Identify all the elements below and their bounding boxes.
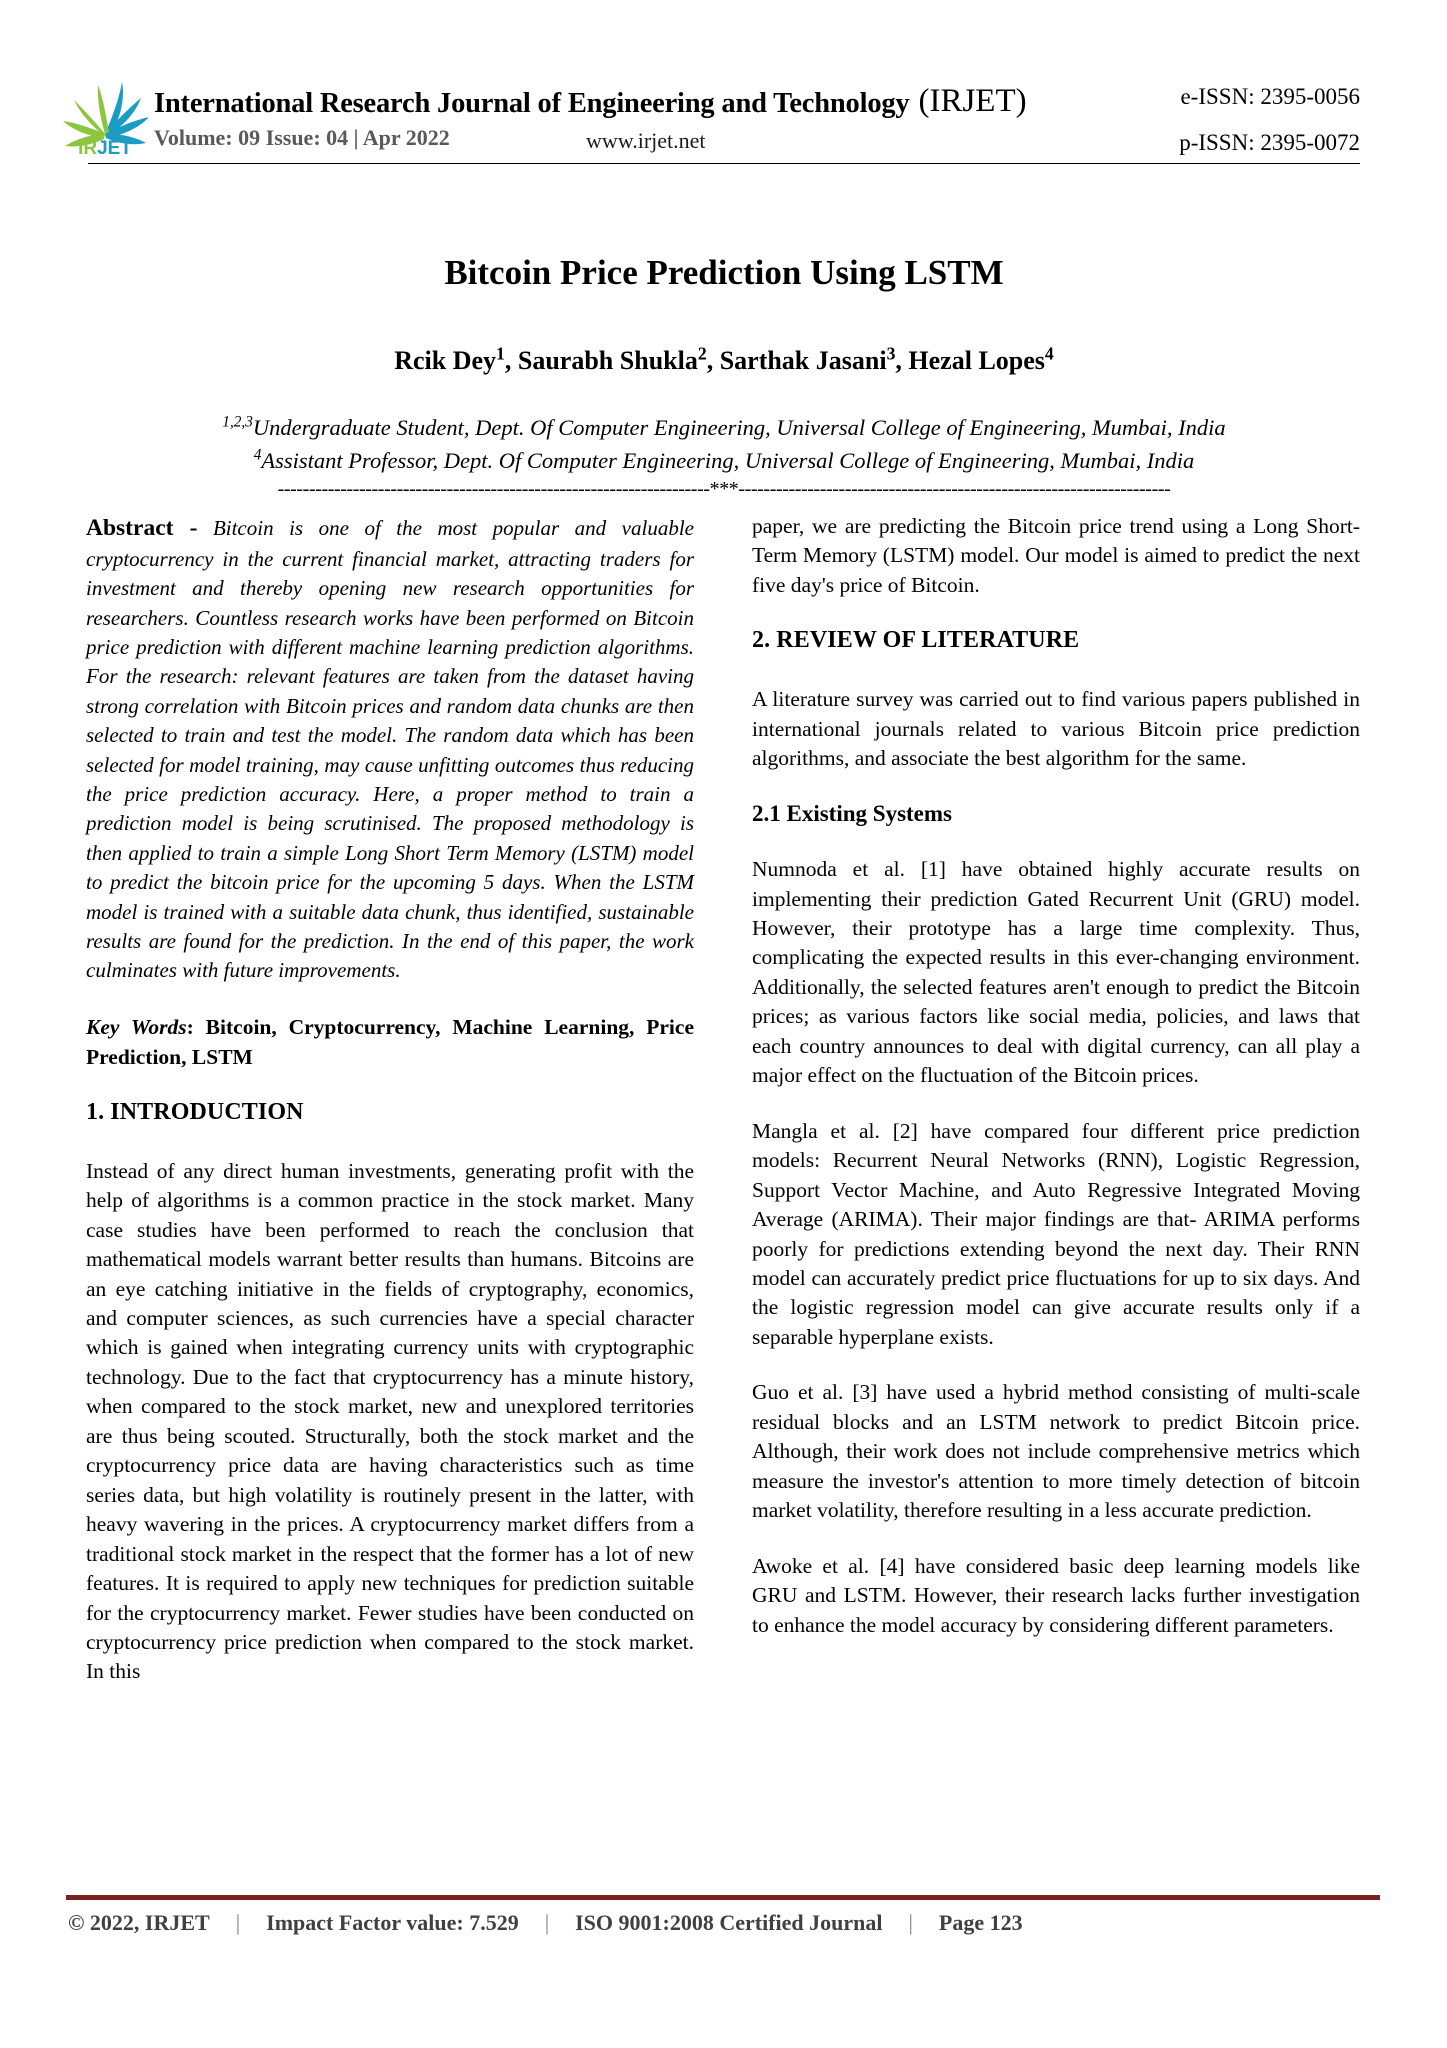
footer-certification: ISO 9001:2008 Certified Journal	[575, 1910, 883, 1935]
p-issn-label: p-ISSN: 2395-0072	[1179, 130, 1360, 155]
footer-impact-factor: Impact Factor value: 7.529	[266, 1910, 519, 1935]
review-of-literature-paragraph: A literature survey was carried out to find various papers published in international journals related to various Bitcoin price prediction algorithms, and associate the best algorithm for the same.	[752, 687, 1360, 771]
keywords-text: : Bitcoin, Cryptocurrency, Machine Learning, Price Prediction, LSTM	[86, 1014, 694, 1069]
section-heading-review-of-literature: 2. REVIEW OF LITERATURE	[752, 627, 1080, 654]
paper-title: Bitcoin Price Prediction Using LSTM	[444, 253, 1004, 292]
introduction-paragraph-continued: paper, we are predicting the Bitcoin price trend using a Long Short-Term Memory (LSTM) model. Our model is aimed to predict the next five day's price of Bitcoin.	[752, 514, 1360, 597]
author-entry: Saurabh Shukla$^2$	[517, 343, 707, 375]
affiliation-block	[88, 412, 1360, 477]
right-column	[752, 512, 1360, 1640]
affiliation-line: $^4$Assistant Professor, Dept. Of Computer Engineering, Universal College of Engineering, Mumbai, India	[253, 446, 1195, 473]
reference-paragraph-2: Mangla et al. [2] have compared four different price prediction models: Recurrent Neural Networks (RNN), Logistic Regression, Support Vector Machine, and Auto Regressive Integrated Moving Average (ARIMA). Their major findings are that- ARIMA performs poorly for predictions extending beyond the next day. Their RNN model can accurately predict price fluctuations for up to six days. And the logistic regression model can give accurate results only if a separable hyperplane exists.	[752, 1118, 1360, 1349]
reference-paragraph-4: Awoke et al. [4] have considered basic deep learning models like GRU and LSTM. However, their research lacks further investigation to enhance the model accuracy by considering different parameters.	[752, 1553, 1360, 1637]
journal-title: International Research Journal of Engineering and Technology	[154, 87, 910, 119]
journal-masthead	[78, 62, 1360, 160]
header-divider-rule	[88, 163, 1360, 164]
e-issn-label: e-ISSN: 2395-0056	[1180, 84, 1360, 109]
volume-issue-date: Volume: 09 Issue: 04 | Apr 2022	[154, 125, 450, 150]
page-footer	[66, 1910, 1380, 1936]
journal-website-link[interactable]: www.irjet.net	[586, 128, 706, 153]
introduction-paragraph: Instead of any direct human investments, generating profit with the help of algorithms is a common practice in the stock market. Many case studies have been performed to reach the conclusion that mathematical models warrant better results than humans. Bitcoins are an eye catching initiative in the fields of cryptography, economics, and computer sciences, as such currencies have a special character which is gained when integrating currency units with cryptographic technology. Due to the fact that cryptocurrency has a minute history, when compared to the stock market, new and unexplored territories are thus being scouted. Structurally, both the stock market and the cryptocurrency price data are having characteristics such as time series data, but high volatility is routinely present in the latter, with heavy wavering in the prices. A cryptocurrency market differs from a traditional stock market in the respect that the former has a lot of new features. It is required to apply new techniques for prediction suitable for the cryptocurrency market. Fewer studies have been conducted on cryptocurrency price prediction when compared to the stock market. In this	[86, 1158, 694, 1684]
reference-paragraph-3: Guo et al. [3] have used a hybrid method consisting of multi-scale residual blocks and an LSTM network to predict Bitcoin price. Although, their work does not include comprehensive metrics which measure the investor's attention to more timely detection of bitcoin market volatility, therefore resulting in a less accurate prediction.	[752, 1380, 1360, 1523]
author-entry: Rcik Dey$^1$	[394, 343, 505, 375]
left-column	[86, 512, 694, 1687]
section-heading-introduction: 1. INTRODUCTION	[86, 1098, 304, 1125]
journal-abbreviation: (IRJET)	[918, 83, 1027, 119]
irjet-logo-icon	[62, 62, 148, 157]
author-entry: Sarthak Jasani$^3$	[719, 343, 896, 375]
reference-paragraph-1: Numnoda et al. [1] have obtained highly accurate results on implementing their prediction Gated Recurrent Unit (GRU) model. However, their prototype has a large time complexity. Thus, complicating the expected results in this ever-changing environment. Additionally, the selected features aren't enough to predict the Bitcoin prices; as various factors like social media, policies, and laws that each country announces to deal with digital currency, can all play a major effect on the fluctuation of the Bitcoin prices.	[752, 857, 1360, 1088]
footer-page-number: Page 123	[938, 1910, 1023, 1935]
affiliation-line: $^{1,2,3}$Undergraduate Student, Dept. Of Computer Engineering, Universal College of Engineering, Mumbai, India	[222, 413, 1226, 440]
author-list: Rcik Dey$^1$, Saurabh Shukla$^2$, Sarthak Jasani$^3$, Hezal Lopes$^4$	[394, 343, 1054, 375]
abstract-text: Bitcoin is one of the most popular and valuable cryptocurrency in the current financial market, attracting traders for investment and thereby opening new research opportunities for researchers. Countless research works have been performed on Bitcoin price prediction with different machine learning prediction algorithms. For the research: relevant features are taken from the dataset having strong correlation with Bitcoin prices and random data chunks are then selected to train and test the model. The random data which has been selected for model training, may cause unfitting outcomes thus reducing the price prediction accuracy. Here, a proper method to train a prediction model is being scrutinised. The proposed methodology is then applied to train a simple Long Short Term Memory (LSTM) model to predict the bitcoin price for the upcoming 5 days. When the LSTM model is trained with a suitable data chunk, thus identified, sustainable results are found for the prediction. In the end of this paper, the work culminates with future improvements.	[86, 516, 694, 983]
footer-separator: |	[544, 1910, 550, 1935]
section-divider-dashes: ---------------------------------------------------------------------***---------------------------------------------------------------------	[277, 478, 1171, 500]
keywords-label: Key Words	[86, 1014, 187, 1039]
footer-separator: |	[235, 1910, 241, 1935]
footer-divider-rule	[66, 1895, 1380, 1900]
abstract-paragraph	[86, 512, 694, 986]
footer-separator: |	[908, 1910, 913, 1935]
footer-copyright: © 2022, IRJET	[68, 1910, 210, 1935]
subsection-heading-existing-systems: 2.1 Existing Systems	[752, 800, 952, 826]
keywords-paragraph	[86, 1012, 694, 1072]
svg-text:IRJET: IRJET	[78, 138, 132, 157]
author-entry: Hezal Lopes$^4$	[908, 343, 1054, 375]
abstract-label: Abstract -	[86, 515, 198, 541]
